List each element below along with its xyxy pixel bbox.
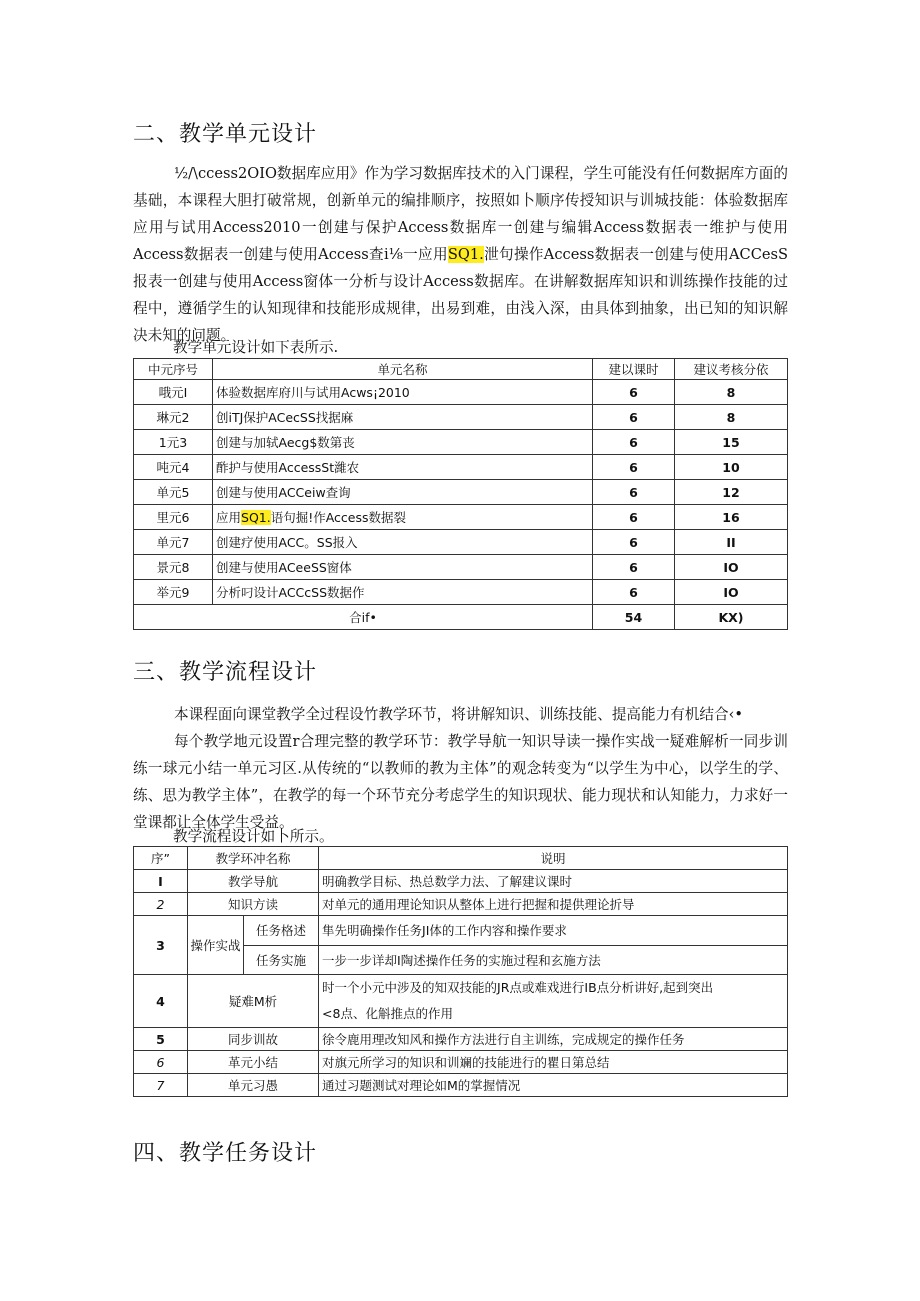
unit-hours: 6 xyxy=(593,455,675,480)
table-row xyxy=(134,1028,788,1051)
unit-score: 12 xyxy=(675,480,788,505)
table-row xyxy=(134,1074,788,1097)
unit-name: 分析叼设计ACCcSS数据作 xyxy=(213,580,593,605)
table-row xyxy=(134,975,788,1028)
step-desc: 徐令鹿用理改知风和操作方法进行自主训练，完成规定的操作任务 xyxy=(319,1028,788,1051)
unit-hours: 6 xyxy=(593,555,675,580)
step-desc-line: 时一个小元中涉及的知双技能的JR点或难戏进行IB点分析讲好,起到突出 xyxy=(322,980,714,995)
section2-para-text-after: 泄句操作Access数据表一创建与使用ACCesS报表一创建与使用Access窗体一分析与设计Access数据库。在讲解数据库知识和训练操作技能的过程中，遵循学生的认知现律和技能形成规律，出易到难，由浅入深，由具体到抽象，出已知的知识解决未知的问题。 xyxy=(133,246,788,344)
table-row xyxy=(134,455,788,480)
unit-score: IO xyxy=(675,580,788,605)
step-desc: 隼先明确操作任务JI体的工作内容和操作要求 xyxy=(319,916,788,946)
table-row xyxy=(134,505,788,530)
step-group: 操作实战 xyxy=(188,916,244,975)
unit-score: 10 xyxy=(675,455,788,480)
step-name: 疑难M析 xyxy=(188,975,319,1028)
unit-hours: 6 xyxy=(593,380,675,405)
unit-no: 吨元4 xyxy=(134,455,213,480)
unit-score: 8 xyxy=(675,380,788,405)
table-row xyxy=(134,870,788,893)
unit-no: 哦元I xyxy=(134,380,213,405)
step-desc: 一步一步详却I陶述操作任务的实施过程和玄施方法 xyxy=(319,945,788,975)
section2-para-text: ½/\ccess2OIO数据库应用》作为学习数据库技术的入门课程，学生可能没有任何数据库方面的基础，本课程大胆打破常规，创新单元的编排顺序，按照如卜顺序传授知识与训城技能：体验数据库应用与试用Access2010一创建与保护Access数据库一创建与编辑Access数据表一维护与使用Access数据表一创建与使用Access查i⅛一应用 xyxy=(133,165,788,263)
table-total-row xyxy=(134,605,788,630)
unit-score: IO xyxy=(675,555,788,580)
highlight-sql: SQ1. xyxy=(447,246,484,263)
step-name: 同步训故 xyxy=(188,1028,319,1051)
unit-score: 15 xyxy=(675,430,788,455)
step-no: 7 xyxy=(134,1074,188,1097)
table-row xyxy=(134,580,788,605)
unit-hours: 6 xyxy=(593,505,675,530)
step-name: 单元习愚 xyxy=(188,1074,319,1097)
section3-paragraph xyxy=(133,701,788,836)
section2-caption: 教学单元设计如下表所示. xyxy=(173,339,339,356)
unit-hours: 6 xyxy=(593,480,675,505)
unit-name: 创建疗使用ACC。SS报入 xyxy=(213,530,593,555)
table-row xyxy=(134,1051,788,1074)
col-header: 序” xyxy=(134,847,188,870)
step-desc: 对旗元所学习的知识和训斓的技能进行的瞿日第总结 xyxy=(319,1051,788,1074)
step-no: I xyxy=(134,870,188,893)
unit-name-post: 语句掘!作Access数据裂 xyxy=(270,510,407,525)
section2-paragraph xyxy=(133,160,788,349)
unit-hours: 6 xyxy=(593,580,675,605)
table-row xyxy=(134,916,788,946)
step-name: 教学导航 xyxy=(188,870,319,893)
step-no: 4 xyxy=(134,975,188,1028)
step-desc-line: <8点、化斛推点的作用 xyxy=(322,1006,453,1021)
step-no: 6 xyxy=(134,1051,188,1074)
table-row xyxy=(134,555,788,580)
section3-heading: 三、教学流程设计 xyxy=(133,660,318,685)
flow-table xyxy=(133,846,788,1097)
table-row xyxy=(134,380,788,405)
unit-no: 景元8 xyxy=(134,555,213,580)
step-no: 2 xyxy=(134,893,188,916)
total-hours: 54 xyxy=(593,605,675,630)
unit-table xyxy=(133,358,788,630)
section3-caption: 教学流程设计如卜所示。 xyxy=(173,828,334,845)
step-desc: 通过习题测试对理论如M的掌握情况 xyxy=(319,1074,788,1097)
col-header: 中元序号 xyxy=(134,359,213,380)
step-name: 革元小结 xyxy=(188,1051,319,1074)
unit-name: 创iTJ保护ACecSS找据麻 xyxy=(213,405,593,430)
col-header: 说明 xyxy=(319,847,788,870)
total-label: 合if• xyxy=(134,605,593,630)
table-header-row xyxy=(134,359,788,380)
unit-score: 16 xyxy=(675,505,788,530)
col-header: 教学环冲名称 xyxy=(188,847,319,870)
unit-no: 琳元2 xyxy=(134,405,213,430)
unit-no: 单元7 xyxy=(134,530,213,555)
step-no: 3 xyxy=(134,916,188,975)
table-header-row xyxy=(134,847,788,870)
section3-para2: 每个教学地元设置r合理完整的教学环节：教学导航一知识导读一操作实战一疑难解析一同步训练一球元小结一单元习区.从传统的“以教师的教为主体”的观念转变为“以学生为中心，以学生的学、练、思为教学主体”，在教学的每一个环节充分考虑学生的知识现状、能力现状和认知能力，力求好一堂课都让全体学生受益。 xyxy=(133,733,788,831)
table-row xyxy=(134,480,788,505)
unit-no: 1元3 xyxy=(134,430,213,455)
step-desc: 明确教学目标、热总数学力法、了解建议课时 xyxy=(319,870,788,893)
unit-name-pre: 应用 xyxy=(216,510,242,525)
total-score: KX) xyxy=(675,605,788,630)
unit-score: 8 xyxy=(675,405,788,430)
unit-no: 单元5 xyxy=(134,480,213,505)
table-row xyxy=(134,405,788,430)
table-row xyxy=(134,530,788,555)
step-subname: 任务格述 xyxy=(244,916,319,946)
unit-name: 创建与使用ACeeSS窗体 xyxy=(213,555,593,580)
unit-name: 创建与使用ACCeiw查询 xyxy=(213,480,593,505)
col-header: 建议考核分依 xyxy=(675,359,788,380)
highlight-sql: SQ1. xyxy=(241,510,271,525)
step-desc: 对单元的通用理论知识从整体上进行把握和提供理论折导 xyxy=(319,893,788,916)
unit-no: 里元6 xyxy=(134,505,213,530)
unit-name: 体验数据库府川与试用Acws¡2010 xyxy=(213,380,593,405)
section2-heading: 二、教学单元设计 xyxy=(133,122,318,147)
col-header: 单元名称 xyxy=(213,359,593,380)
unit-hours: 6 xyxy=(593,405,675,430)
step-no: 5 xyxy=(134,1028,188,1051)
unit-hours: 6 xyxy=(593,430,675,455)
unit-hours: 6 xyxy=(593,530,675,555)
table-row xyxy=(134,430,788,455)
section4-heading: 四、教学任务设计 xyxy=(133,1141,318,1166)
unit-name: 创建与加轼Aecg$数第丧 xyxy=(213,430,593,455)
step-subname: 任务实施 xyxy=(244,945,319,975)
unit-name: 酢护与使用AccessSt濰农 xyxy=(213,455,593,480)
step-desc xyxy=(319,975,788,1028)
unit-score: II xyxy=(675,530,788,555)
section3-para1: 本课程面向课堂教学全过程设竹教学环节，将讲解知识、训练技能、提高能力有机结合‹• xyxy=(174,706,744,723)
table-row xyxy=(134,893,788,916)
unit-name xyxy=(213,505,593,530)
col-header: 建以课时 xyxy=(593,359,675,380)
step-name: 知识方读 xyxy=(188,893,319,916)
unit-no: 举元9 xyxy=(134,580,213,605)
